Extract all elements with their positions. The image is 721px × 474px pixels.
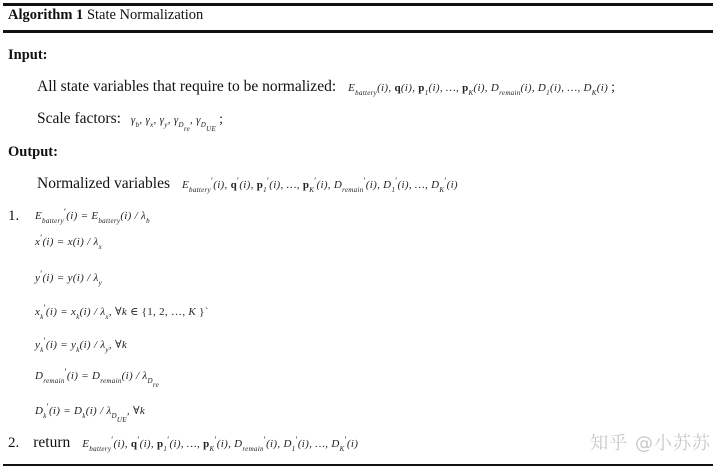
step-1-line-dk: $D_k'(i) = D_k(i) / \lambda_{D_{UE}}$, ∀k [35,402,146,424]
output-vars-row [37,175,458,193]
step-1-line-xk: $x_k'(i) = x_k(i) / \lambda_x$, ∀k ∈ {1, 2, …, K }` [35,303,209,321]
step-2-row [8,434,358,452]
step-1-line-x: $x'(i) = x(i) / \lambda_x$ [35,233,102,251]
watermark: 知乎 @小苏苏 [590,433,711,454]
output-label: Normalized variables [37,175,170,192]
scale-factors-expression: $\gamma_b$, $\gamma_x$, $\gamma_y$, $\gamma_{D_{re}}$, $\gamma_{D_{UE}}$ ; [130,112,224,133]
scale-factors-row [37,110,224,133]
bottom-rule [3,464,713,466]
step-1-line-yk: $y_k'(i) = y_k(i) / \lambda_y$, ∀k [35,336,128,354]
return-keyword: return [33,434,71,451]
step-2-number: 2. [8,435,20,451]
algorithm-label: Algorithm 1 [8,7,84,23]
algorithm-title [8,7,203,24]
step-1-line-battery: $E_{battery}'(i) = E_{battery}(i) / \lambda_b$ [35,207,150,225]
input-vars-label: All state variables that require to be normalized: [37,78,337,95]
step-1-line-y: $y'(i) = y(i) / \lambda_y$ [35,269,102,287]
input-vars-expression: $E_{battery}(i)$, q(i), $p_1(i)$, …, $p_K(i)$, $D_{remain}(i)$, $D_1(i)$, …, $D_K(i)$ ; [348,80,616,97]
input-vars-row [37,78,615,96]
output-vars-expression: $E_{battery}'(i)$, q′(i), $p_1'(i)$, …, $p_K'(i)$, $D_{remain}'(i)$, $D_1'(i)$, …, $D_K'(i)$ [181,176,458,194]
scale-factors-label: Scale factors: [37,110,121,127]
input-heading: Input: [8,47,48,63]
algorithm-name: State Normalization [86,7,204,23]
top-rule [3,3,713,6]
header-rule [3,30,713,33]
output-heading: Output: [8,144,58,160]
return-expression: $E_{battery}'(i)$, q′(i), $p_1'(i)$, …, $p_K'(i)$, $D_{remain}'(i)$, $D_1'(i)$, …, $D_K'(i)$ [82,435,359,453]
step-1-line-dremain: $D_{remain}'(i) = D_{remain}(i) / \lambda_{D_{re}}$ [35,367,159,389]
step-1-number: 1. [8,208,20,224]
